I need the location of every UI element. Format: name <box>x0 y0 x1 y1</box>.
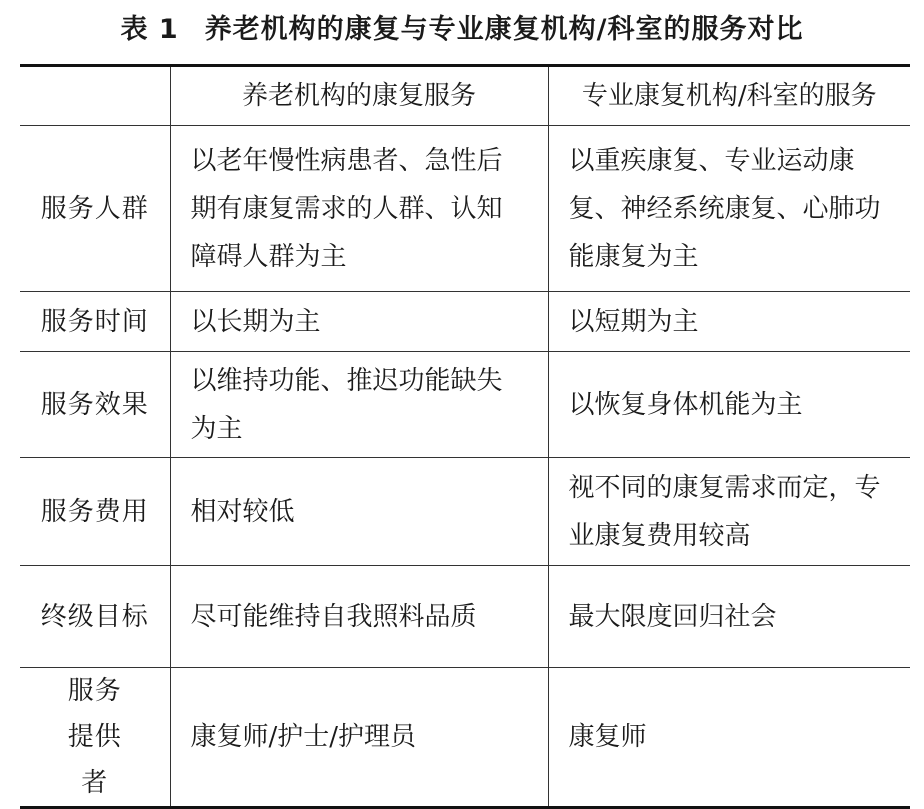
professional-cell: 以短期为主 <box>548 292 910 352</box>
professional-cell: 视不同的康复需求而定，专业康复费用较高 <box>548 458 910 566</box>
header-eldercare: 养老机构的康复服务 <box>170 66 548 126</box>
eldercare-cell: 以维持功能、推迟功能缺失为主 <box>170 352 548 458</box>
table-number: 表 1 <box>120 14 179 45</box>
table-row <box>20 668 910 808</box>
eldercare-cell: 相对较低 <box>170 458 548 566</box>
eldercare-cell: 以老年慢性病患者、急性后期有康复需求的人群、认知障碍人群为主 <box>170 126 548 292</box>
table-row <box>20 126 910 292</box>
professional-cell: 以重疾康复、专业运动康复、神经系统康复、心肺功能康复为主 <box>548 126 910 292</box>
row-label: 服务时间 <box>20 292 170 352</box>
professional-cell: 以恢复身体机能为主 <box>548 352 910 458</box>
eldercare-cell: 以长期为主 <box>170 292 548 352</box>
table-caption <box>0 0 924 62</box>
table-row <box>20 458 910 566</box>
eldercare-cell: 康复师/护士/护理员 <box>170 668 548 808</box>
table-title: 养老机构的康复与专业康复机构/科室的服务对比 <box>204 14 804 45</box>
eldercare-cell: 尽可能维持自我照料品质 <box>170 566 548 668</box>
header-professional: 专业康复机构/科室的服务 <box>548 66 910 126</box>
row-label: 终级目标 <box>20 566 170 668</box>
table-row <box>20 566 910 668</box>
header-empty-cell <box>20 66 170 126</box>
table-row <box>20 352 910 458</box>
row-label: 服务人群 <box>20 126 170 292</box>
row-label: 服务提供者 <box>20 668 170 808</box>
table-header-row <box>20 66 910 126</box>
professional-cell: 最大限度回归社会 <box>548 566 910 668</box>
professional-cell: 康复师 <box>548 668 910 808</box>
row-label: 服务费用 <box>20 458 170 566</box>
comparison-table <box>20 64 910 809</box>
table-row <box>20 292 910 352</box>
row-label: 服务效果 <box>20 352 170 458</box>
